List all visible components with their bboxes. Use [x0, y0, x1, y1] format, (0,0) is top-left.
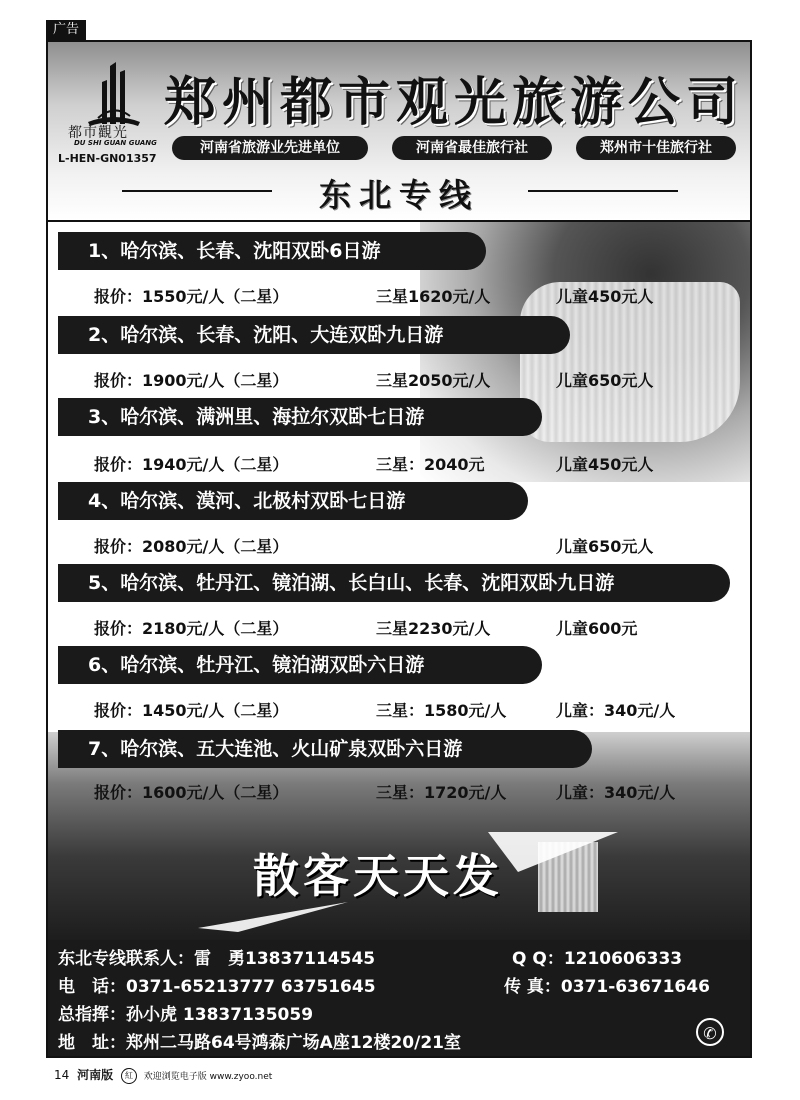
phone-icon: ✆	[696, 1018, 724, 1046]
edition-badge: 紅	[121, 1068, 137, 1084]
route-title: 5、哈尔滨、牡丹江、镜泊湖、长白山、长春、沈阳双卧九日游	[58, 564, 730, 602]
divider-right	[528, 190, 678, 192]
route-child-price: 儿童600元	[556, 619, 638, 638]
route-title: 4、哈尔滨、漠河、北极村双卧七日游	[58, 482, 528, 520]
route-price: 报价：2080元/人（二星）	[94, 537, 289, 556]
route-price: 报价：1600元/人（二星）	[94, 783, 289, 802]
route-child-price: 儿童450元人	[556, 455, 654, 474]
award-badge: 河南省最佳旅行社	[392, 136, 552, 160]
route-title: 3、哈尔滨、满洲里、海拉尔双卧七日游	[58, 398, 542, 436]
award-badge: 河南省旅游业先进单位	[172, 136, 368, 160]
route-three-star-price: 三星2050元/人	[376, 371, 491, 390]
license-number: L-HEN-GN01357	[58, 152, 157, 165]
route-child-price: 儿童450元人	[556, 287, 654, 306]
award-badge: 郑州市十佳旅行社	[576, 136, 736, 160]
route-title: 7、哈尔滨、五大连池、火山矿泉双卧六日游	[58, 730, 592, 768]
route-title: 2、哈尔滨、长春、沈阳、大连双卧九日游	[58, 316, 570, 354]
route-title: 6、哈尔滨、牡丹江、镜泊湖双卧六日游	[58, 646, 542, 684]
route-three-star-price: 三星1620元/人	[376, 287, 491, 306]
website-note: 欢迎浏览电子版 www.zyoo.net	[143, 1072, 273, 1082]
contact-telephone: 电 话：0371-65213777 63751645	[58, 977, 376, 997]
ad-tag: 广告	[46, 20, 86, 40]
route-three-star-price: 三星：2040元	[376, 455, 485, 474]
page-footer	[54, 1066, 272, 1084]
contact-liaison: 东北专线联系人：雷 勇13837114545	[58, 949, 376, 969]
route-title: 1、哈尔滨、长春、沈阳双卧6日游	[58, 232, 486, 270]
route-three-star-price: 三星：1720元/人	[376, 783, 507, 802]
route-price: 报价：1940元/人（二星）	[94, 455, 289, 474]
logo-subtext: DU SHI GUAN GUANG	[74, 139, 157, 147]
route-price: 报价：2180元/人（二星）	[94, 619, 289, 638]
contact-fax: 传 真：0371-63671646	[504, 977, 710, 997]
contact-qq: Q Q：1210606333	[512, 949, 683, 969]
advertisement-frame	[46, 40, 752, 1058]
route-three-star-price: 三星：1580元/人	[376, 701, 507, 720]
route-price: 报价：1450元/人（二星）	[94, 701, 289, 720]
route-three-star-price: 三星2230元/人	[376, 619, 491, 638]
route-child-price: 儿童650元人	[556, 537, 654, 556]
contact-address: 地 址：郑州二马路64号鸿森广场A座12楼20/21室	[58, 1033, 461, 1053]
logo-text: 都市觀光	[68, 125, 128, 141]
header	[48, 42, 750, 222]
route-child-price: 儿童：340元/人	[556, 701, 676, 720]
company-name: 郑州都市观光旅游公司	[164, 72, 745, 133]
contact-panel	[48, 940, 750, 1058]
page-number: 14	[54, 1068, 70, 1082]
section-title: 东北专线	[318, 176, 479, 214]
route-price: 报价：1900元/人（二星）	[94, 371, 289, 390]
contact-director: 总指挥：孙小虎 13837135059	[58, 1005, 314, 1025]
slogan: 散客天天发	[253, 849, 503, 903]
edition-label: 河南版	[77, 1068, 114, 1082]
route-child-price: 儿童：340元/人	[556, 783, 676, 802]
route-price: 报价：1550元/人（二星）	[94, 287, 289, 306]
route-child-price: 儿童650元人	[556, 371, 654, 390]
